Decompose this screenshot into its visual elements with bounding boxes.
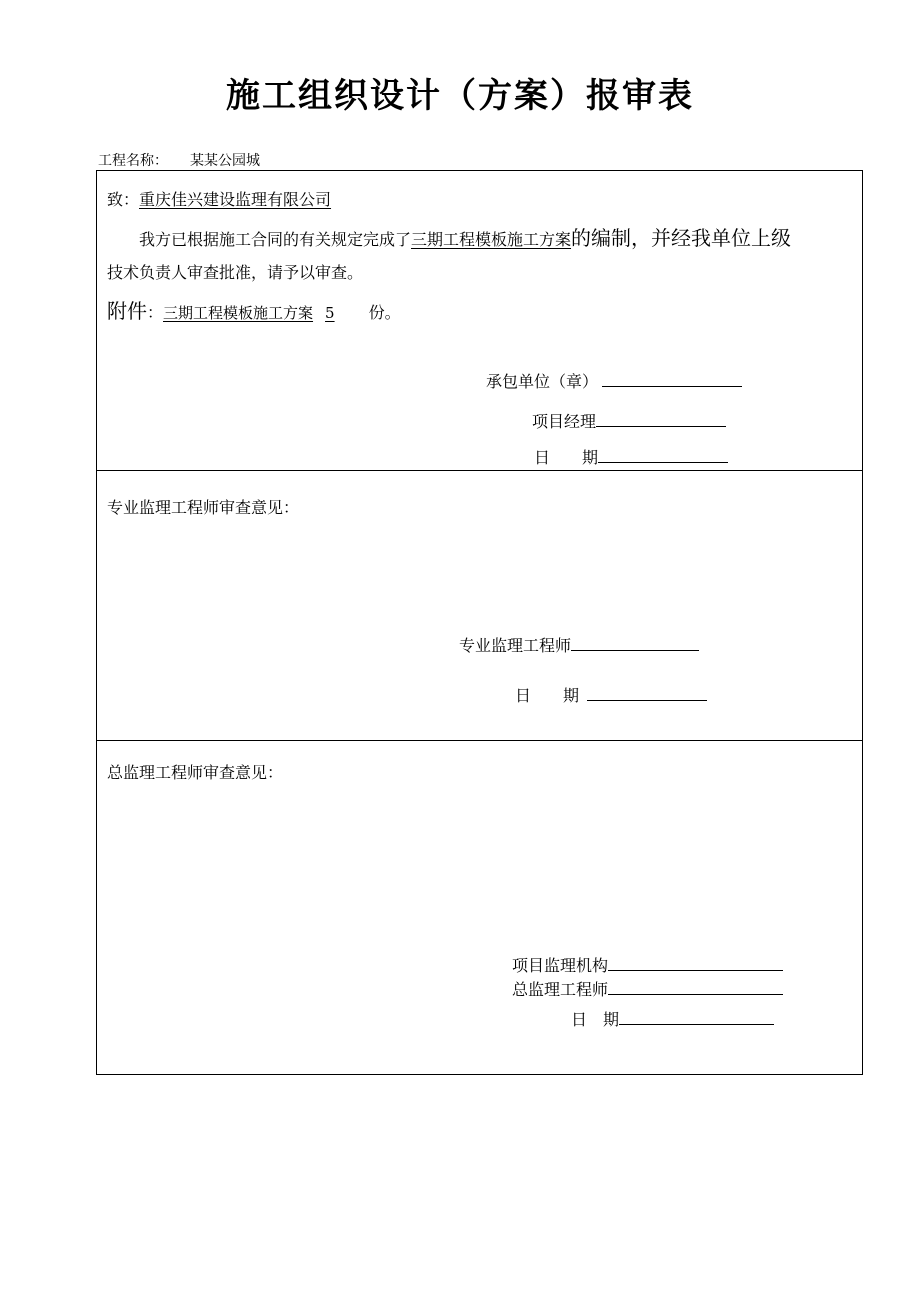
chief-engineer-row (512, 977, 783, 1000)
project-name-row (98, 150, 260, 170)
attachment-name: 三期工程模板施工方案 (163, 304, 314, 322)
specialist-date-label: 日 期 (515, 686, 580, 705)
plan-name: 三期工程模板施工方案 (411, 230, 572, 249)
submission-date-line[interactable] (598, 448, 728, 463)
project-name-value: 某某公园城 (190, 153, 260, 169)
body-text-1: 我方已根据施工合同的有关规定完成了 (139, 230, 412, 249)
chief-date-row (571, 1007, 774, 1030)
supervision-org-label: 项目监理机构 (512, 956, 609, 975)
specialist-date-line[interactable] (587, 686, 707, 701)
chief-review-section (97, 741, 862, 1075)
chief-date-label: 日 期 (571, 1010, 620, 1029)
manager-row (532, 409, 726, 432)
approval-form-table (96, 170, 863, 1075)
contractor-label: 承包单位（章） (486, 372, 599, 391)
form-title: 施工组织设计（方案）报审表 (226, 76, 694, 116)
specialist-date-row (515, 683, 707, 706)
addressee-row (107, 187, 331, 210)
specialist-engineer-row (459, 633, 699, 656)
specialist-review-heading: 专业监理工程师审查意见： (107, 498, 300, 517)
chief-date-line[interactable] (619, 1010, 774, 1025)
submission-date-label: 日 期 (534, 448, 599, 467)
attachment-count: 5 (325, 304, 335, 322)
specialist-engineer-line[interactable] (571, 636, 699, 651)
body-text-2: 的编制，并经我单位上级 (571, 226, 792, 250)
contractor-row (486, 369, 742, 392)
manager-signature-line[interactable] (596, 412, 726, 427)
project-name-label: 工程名称： (98, 153, 168, 169)
supervision-org-row (512, 953, 783, 976)
submission-date-row (534, 445, 728, 468)
specialist-engineer-label: 专业监理工程师 (459, 636, 572, 655)
contractor-signature-line[interactable] (602, 372, 742, 387)
body-line-2: 技术负责人审查批准，请予以审查。 (107, 263, 364, 282)
chief-engineer-label: 总监理工程师 (512, 980, 609, 999)
supervision-org-line[interactable] (608, 956, 783, 971)
body-line-1 (139, 222, 791, 251)
submission-section (97, 171, 862, 471)
attachment-label: 附件 (107, 299, 147, 323)
attachment-row (107, 295, 401, 324)
attachment-colon: ： (147, 303, 164, 322)
chief-engineer-line[interactable] (608, 980, 783, 995)
chief-review-heading: 总监理工程师审查意见： (107, 763, 284, 782)
specialist-review-section (97, 471, 862, 741)
addressee-value: 重庆佳兴建设监理有限公司 (139, 190, 332, 209)
attachment-unit: 份。 (368, 303, 401, 322)
manager-label: 项目经理 (532, 412, 597, 431)
addressee-label: 致： (107, 190, 140, 209)
